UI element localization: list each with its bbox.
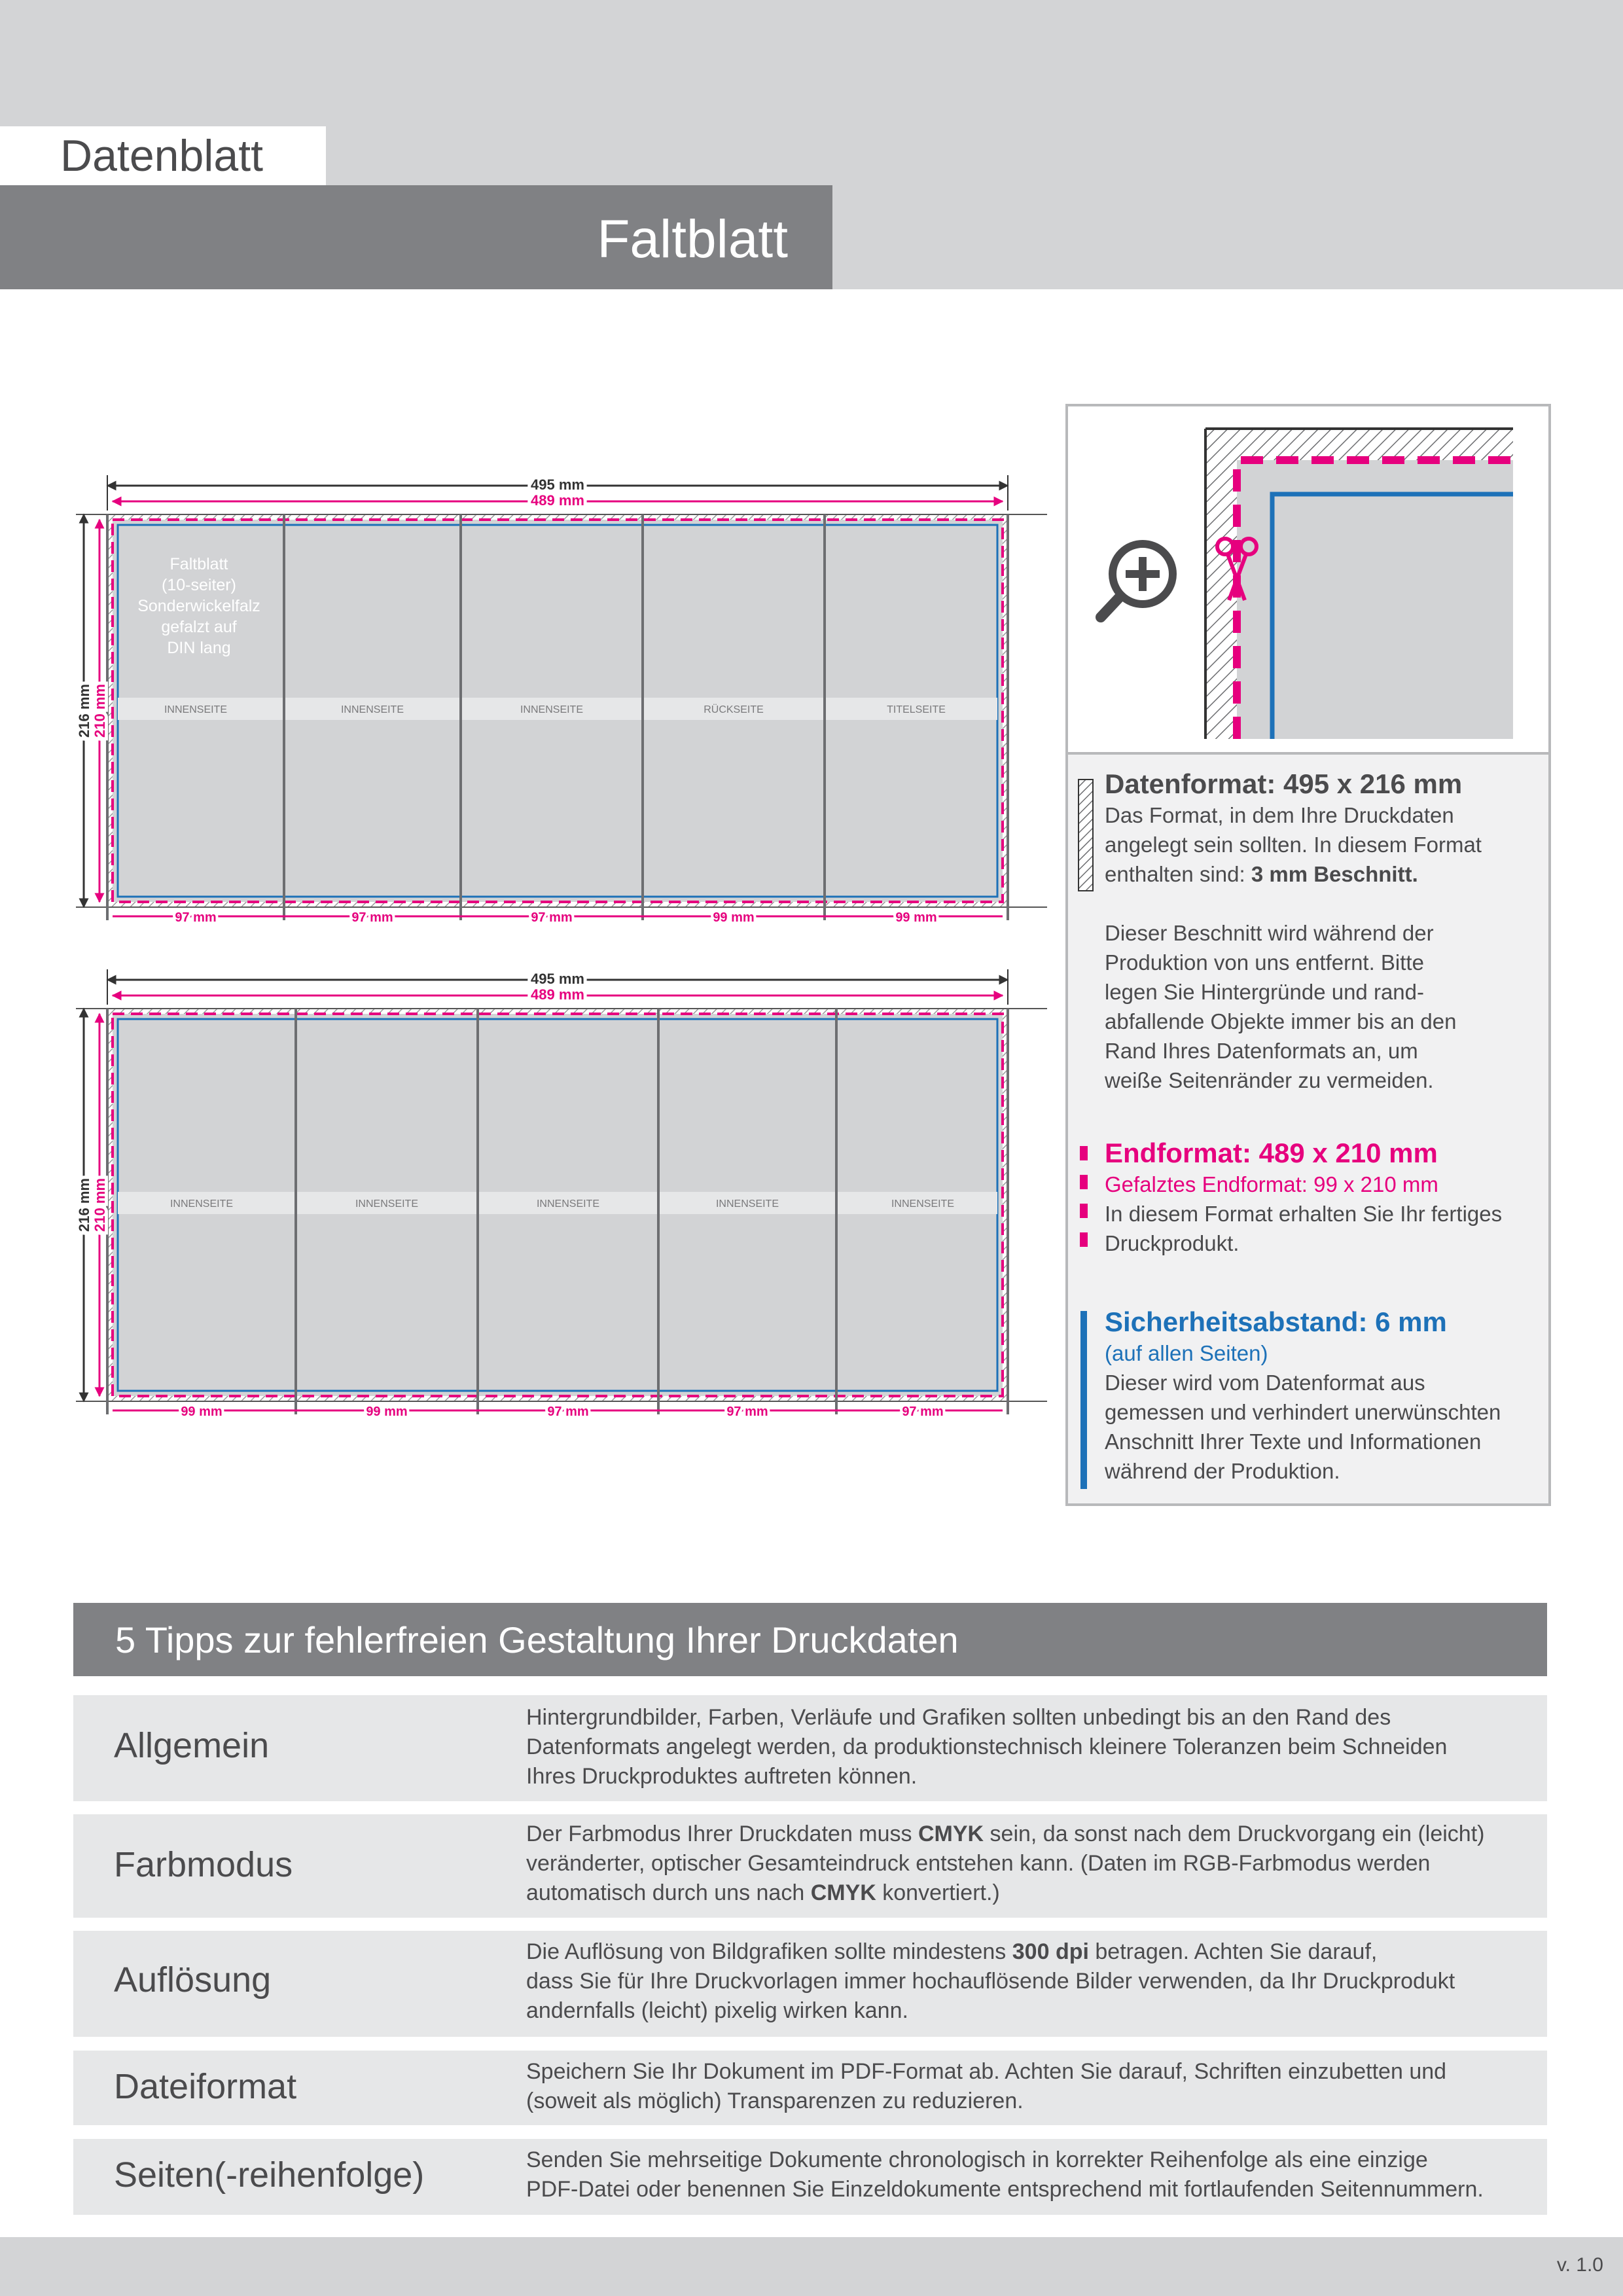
datasheet-label-text: Datenblatt (60, 131, 263, 181)
tip-line: andernfalls (leicht) pixelig wirken kann. (526, 1998, 908, 2023)
tip-text-part: sein, da sonst nach dem Druckvorgang ein (leicht) (984, 1821, 1485, 1846)
sicherheit-line-2: gemessen und verhindert unerwünschten (1105, 1400, 1501, 1424)
tip-text (526, 2057, 1527, 2116)
endformat-subtitle: Gefalztes Endformat: 99 x 210 mm (1105, 1172, 1438, 1196)
bottom-width-total: 495 mm (531, 971, 584, 987)
datenformat-extra-6: weiße Seitenränder zu vermeiden. (1105, 1068, 1434, 1092)
datenformat-line-2: angelegt sein sollten. In diesem Format (1105, 833, 1482, 857)
tips-heading-bar (73, 1603, 1547, 1676)
tip-title: Dateiformat (114, 2067, 297, 2106)
tip-line (526, 1937, 1527, 1967)
top-height-total: 216 mm (76, 684, 92, 738)
hatch-marker (1077, 778, 1096, 892)
bottom-panel-width-2: 99 mm (366, 1405, 408, 1419)
tip-line (526, 1878, 1527, 1908)
datenformat-line-1: Das Format, in dem Ihre Druckdaten (1105, 803, 1454, 827)
bottom-panel-width-3: 97 mm (547, 1405, 589, 1419)
top-width-total: 495 mm (531, 476, 584, 493)
datenformat-extra-5: Rand Ihres Datenformats an, um (1105, 1039, 1418, 1063)
top-info-1: Faltblatt (169, 555, 228, 573)
top-info-2: (10-seiter) (162, 576, 236, 594)
top-panel-width-1: 97 mm (175, 910, 217, 925)
bottom-panel-label-5: INNENSEITE (891, 1198, 955, 1210)
tip-text (526, 1703, 1527, 1791)
bottom-height-total: 216 mm (76, 1178, 92, 1232)
tip-line: Hintergrundbilder, Farben, Verläufe und Grafiken sollten unbedingt bis an den Rand des (526, 1705, 1391, 1730)
tip-line (526, 1820, 1527, 1849)
top-height-final: 210 mm (92, 684, 108, 738)
bottom-panel-width-4: 97 mm (726, 1405, 768, 1419)
diagram-top (76, 475, 1047, 925)
tip-bold: CMYK (810, 1880, 876, 1905)
product-title: Faltblatt (597, 209, 788, 269)
datenformat-extra-2: Produktion von uns entfernt. Bitte (1105, 950, 1424, 975)
tip-line: PDF-Datei oder benennen Sie Einzeldokumente entsprechend mit fortlaufenden Seitennummern. (526, 2177, 1484, 2202)
sicherheit-title: Sicherheitsabstand: 6 mm (1105, 1306, 1447, 1337)
top-panel-width-3: 97 mm (531, 910, 573, 925)
datenformat-line-3-prefix: enthalten sind: (1105, 862, 1251, 886)
top-width-final: 489 mm (531, 492, 584, 509)
tip-bold: 300 dpi (1012, 1939, 1089, 1964)
bottom-panel-label-3: INNENSEITE (536, 1198, 600, 1210)
sicherheit-block (1105, 1306, 1543, 1486)
tip-text-part: Die Auflösung von Bildgrafiken sollte mindestens (526, 1939, 1012, 1964)
top-panel-width-2: 97 mm (351, 910, 393, 925)
tip-title: Allgemein (114, 1726, 270, 1765)
dashed-marker (1077, 1146, 1090, 1248)
tip-allgemein (73, 1695, 1547, 1801)
datasheet-label (0, 126, 326, 185)
magnifier-icon (1101, 544, 1173, 617)
datenformat-extra-3: legen Sie Hintergründe und rand- (1105, 980, 1424, 1004)
tip-text-part: konvertiert.) (876, 1880, 1000, 1905)
tip-line: dass Sie für Ihre Druckvorlagen immer hochauflösende Bilder verwenden, da Ihr Druckprodukt (526, 1969, 1455, 1994)
bottom-panel-width-1: 99 mm (181, 1405, 223, 1419)
bottom-panel-width-5: 97 mm (902, 1405, 944, 1419)
legend-panel (1065, 404, 1551, 1506)
top-info-4: gefalzt auf (161, 618, 237, 636)
top-panel-label-5: TITELSEITE (887, 704, 946, 715)
endformat-line-1: In diesem Format erhalten Sie Ihr fertiges (1105, 1202, 1503, 1226)
top-panel-label-3: INNENSEITE (520, 704, 584, 715)
bottom-panel-label-4: INNENSEITE (715, 1198, 779, 1210)
endformat-block (1105, 1137, 1543, 1258)
sicherheit-subtitle: (auf allen Seiten) (1105, 1341, 1268, 1365)
datenformat-extra-4: abfallende Objekte immer bis an den (1105, 1009, 1457, 1033)
tip-line: veränderter, optischer Gesamteindruck entstehen kann. (Daten im RGB-Farbmodus werden (526, 1851, 1431, 1876)
datenformat-bleed: 3 mm Beschnitt. (1251, 862, 1418, 886)
tip-line: Datenformats angelegt werden, da produktionstechnisch kleinere Toleranzen beim Schneiden (526, 1734, 1448, 1759)
top-panel-width-4: 99 mm (713, 910, 755, 925)
datenformat-title: Datenformat: 495 x 216 mm (1105, 768, 1463, 799)
version-label: v. 1.0 (1556, 2254, 1603, 2276)
top-panel-label-1: INNENSEITE (164, 704, 228, 715)
top-info-5: DIN lang (167, 639, 231, 657)
tip-text-part: automatisch durch uns nach (526, 1880, 811, 1905)
bottom-panel-label-2: INNENSEITE (355, 1198, 419, 1210)
tip-text-part: betragen. Achten Sie darauf, (1088, 1939, 1378, 1964)
footer (0, 2237, 1623, 2296)
datenformat-block (1105, 768, 1543, 1095)
tip-line: Speichern Sie Ihr Dokument im PDF-Format ab. Achten Sie darauf, Schriften einzubetten und (526, 2059, 1447, 2084)
bottom-width-final: 489 mm (531, 986, 584, 1003)
tip-seiten (73, 2139, 1547, 2215)
tips-heading: 5 Tipps zur fehlerfreien Gestaltung Ihrer Druckdaten (115, 1619, 959, 1660)
tip-line: Senden Sie mehrseitige Dokumente chronologisch in korrekter Reihenfolge als eine einzige (526, 2147, 1428, 2172)
datenformat-line-3 (1105, 859, 1543, 889)
solid-marker (1077, 1311, 1090, 1489)
tip-dateiformat (73, 2051, 1547, 2125)
bottom-panel-label-1: INNENSEITE (169, 1198, 234, 1210)
zoom-detail (1068, 406, 1548, 755)
tip-title: Auflösung (114, 1960, 272, 2000)
tip-aufloesung (73, 1931, 1547, 2037)
tip-farbmodus (73, 1814, 1547, 1918)
sicherheit-line-3: Anschnitt Ihrer Texte und Informationen (1105, 1429, 1482, 1454)
product-title-bar (0, 185, 832, 289)
tip-title: Seiten(-reihenfolge) (114, 2155, 425, 2195)
top-panel-label-2: INNENSEITE (340, 704, 404, 715)
sicherheit-line-1: Dieser wird vom Datenformat aus (1105, 1371, 1425, 1395)
tip-text (526, 1820, 1527, 1908)
tip-text (526, 2145, 1527, 2204)
tip-text-part: Der Farbmodus Ihrer Druckdaten muss (526, 1821, 918, 1846)
top-panel-width-5: 99 mm (895, 910, 937, 925)
tip-line: (soweit als möglich) Transparenzen zu reduzieren. (526, 2089, 1024, 2113)
top-panel-label-4: RÜCKSEITE (704, 704, 764, 715)
format-diagrams (65, 471, 1060, 1440)
bottom-height-final: 210 mm (92, 1178, 108, 1232)
tip-text (526, 1937, 1527, 2026)
tip-line: Ihres Druckproduktes auftreten können. (526, 1764, 918, 1789)
sicherheit-line-4: während der Produktion. (1105, 1459, 1340, 1483)
top-info-3: Sonderwickelfalz (137, 597, 260, 615)
tip-bold: CMYK (918, 1821, 984, 1846)
tip-title: Farbmodus (114, 1845, 293, 1884)
endformat-line-2: Druckprodukt. (1105, 1231, 1240, 1255)
diagram-bottom (76, 969, 1047, 1419)
datenformat-extra-1: Dieser Beschnitt wird während der (1105, 921, 1434, 945)
endformat-title: Endformat: 489 x 210 mm (1105, 1138, 1438, 1168)
